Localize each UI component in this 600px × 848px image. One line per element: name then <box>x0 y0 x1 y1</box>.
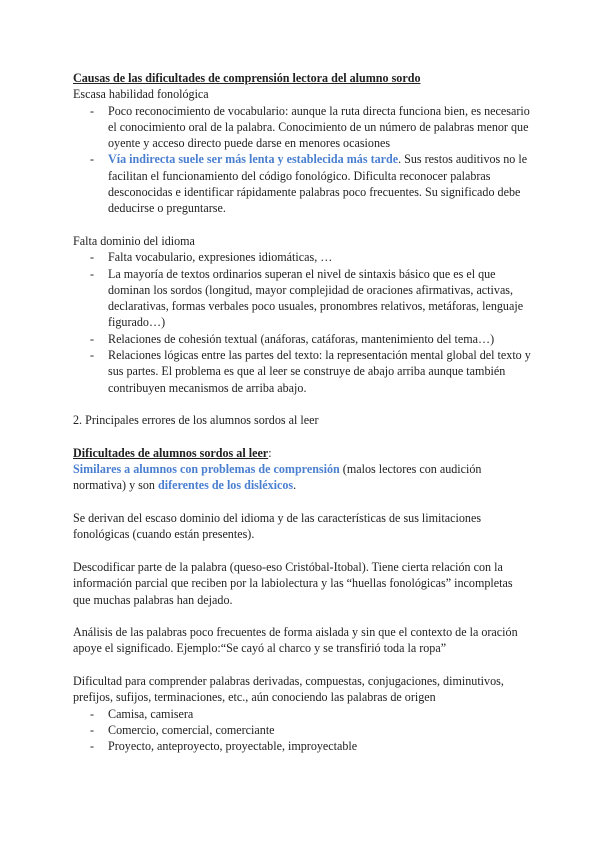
list-item: - Comercio, comercial, comerciante <box>108 722 533 738</box>
language-list <box>73 249 533 396</box>
section-heading-errors: 2. Principales errores de los alumnos sordos al leer <box>73 413 319 428</box>
document-page <box>73 70 533 754</box>
errors-title: Dificultades de alumnos sordos al leer <box>73 445 269 460</box>
paragraph: Se derivan del escaso dominio del idioma y de las características de sus limitaciones fonológicas (cuando están presentes). <box>73 511 482 542</box>
section-title: Causas de las dificultades de comprensión lectora del alumno sordo <box>73 71 421 85</box>
subheading-phonological: Escasa habilidad fonológica <box>73 87 209 102</box>
paragraph: Dificultad para comprender palabras derivadas, compuestas, conjugaciones, diminutivos, prefijos, sufijos, terminaciones, etc., aún conociendo las palabras de origen <box>73 673 504 705</box>
list-item: - Relaciones de cohesión textual (anáforas, catáforas, mantenimiento del tema…) <box>108 331 533 347</box>
highlight-different: diferentes de los disléxicos <box>157 478 294 493</box>
paragraph: Análisis de las palabras poco frecuentes de forma aislada y sin que el contexto de la oración apoye el significado. Ejemplo:“Se cayó al charco y se transfirió toda la ropa” <box>73 625 518 656</box>
list-item: - La mayoría de textos ordinarios superan el nivel de sintaxis básico que es el que dominan los sordos (longitud, mayor complejidad de oraciones afirmativas, activas, declarativas, formas verbales poco usuales, pronombres relativos, metáforas, lenguaje figurado…) <box>108 266 533 331</box>
list-item: - Relaciones lógicas entre las partes del texto: la representación mental global del texto y sus partes. El problema es que al leer se construye de abajo arriba aunque también contribuyen mecanismos de arriba abajo. <box>108 347 533 396</box>
subheading-language: Falta dominio del idioma <box>73 233 195 248</box>
similar-paragraph: Similares a alumnos con problemas de comprensión (malos lectores con audición normativa) y son diferentes de los disléxicos. <box>73 462 482 493</box>
highlight-similar: Similares a alumnos con problemas de comprensión <box>73 462 340 477</box>
phonological-list <box>73 103 533 217</box>
examples-list <box>73 706 533 755</box>
list-item: - Proyecto, anteproyecto, proyectable, improyectable <box>108 738 533 754</box>
list-item: - Poco reconocimiento de vocabulario: aunque la ruta directa funciona bien, es necesario el conocimiento oral de la palabra. Conocimiento de un número de palabras menor que oyente y acceso directo puede darse en menores ocasiones <box>108 103 533 152</box>
list-item: - Camisa, camisera <box>108 706 533 722</box>
highlight-text: Vía indirecta suele ser más lenta y establecida más tarde <box>108 152 399 167</box>
list-item: - Vía indirecta suele ser más lenta y establecida más tarde. Sus restos auditivos no le facilitan el funcionamiento del código fonológico. Dificulta reconocer palabras desconocidas e identificar rápidamente palabras poco frecuentes. Su significado debe deducirse o preguntarse. <box>108 151 533 216</box>
list-item: - Falta vocabulario, expresiones idiomáticas, … <box>108 249 533 265</box>
paragraph: Descodificar parte de la palabra (queso-eso Cristóbal-Itobal). Tiene cierta relación con la información parcial que reciben por la labiolectura y las “huellas fonológicas” incompletas que muchas palabras han dejado. <box>73 559 513 607</box>
errors-title-line: Dificultades de alumnos sordos al leer: <box>73 445 272 460</box>
